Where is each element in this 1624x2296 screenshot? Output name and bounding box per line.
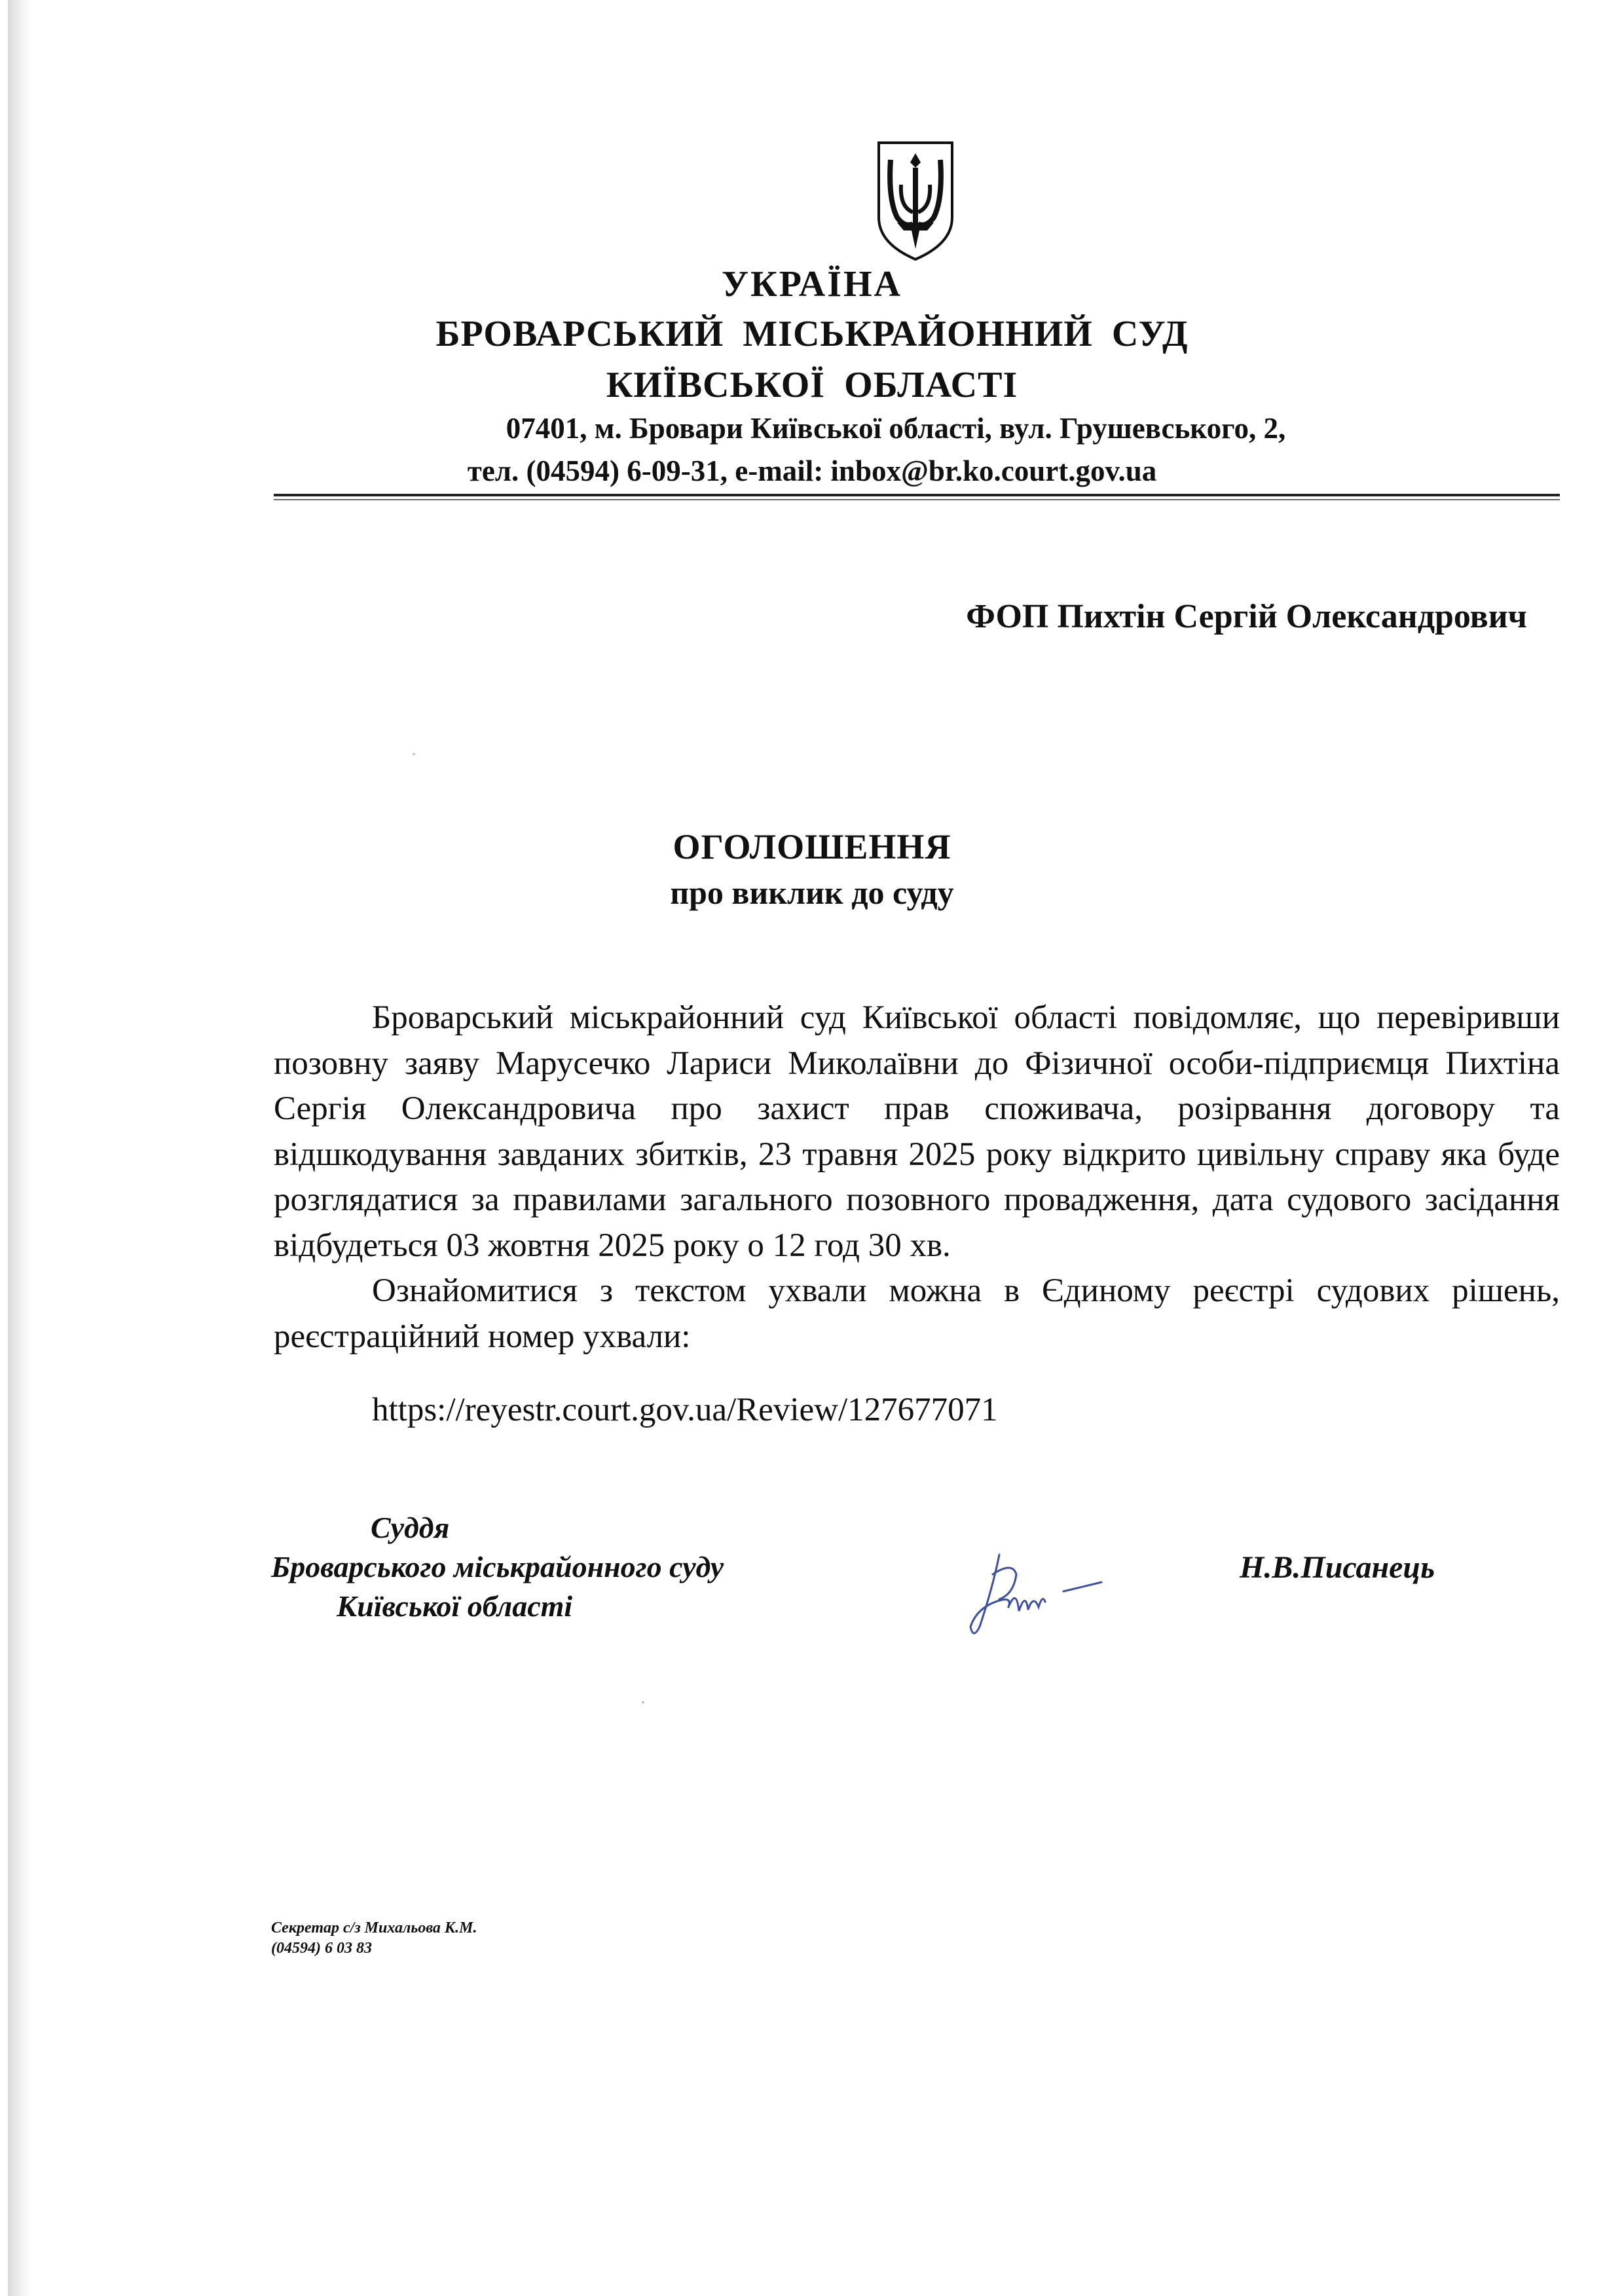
body-paragraph-1: Броварський міськрайонний суд Київської області повідомляє, що перевіривши позовну заяву Марусечко Лариси Миколаївни до Фізичної особи-підприємця Пихтіна Сергія Олександровича про захист прав споживача, розірвання договору та відшкодування завданих збитків, 23 травня 2025 року відкрито цивільну справу яка буде розглядатися за правилами загального позовного провадження, дата судового засідання відбудеться 03 жовтня 2025 року о 12 год 30 хв. xyxy=(274,999,1560,1264)
recipient: ФОП Пихтін Сергій Олександрович xyxy=(966,598,1527,635)
header-divider-thick xyxy=(274,494,1560,496)
header-contact: тел. (04594) 6-09-31, e-mail: inbox@br.ko.court.gov.ua xyxy=(467,454,1157,487)
header-divider-thin xyxy=(274,499,1560,500)
document-title: ОГОЛОШЕННЯ xyxy=(673,827,951,866)
signer-title: Суддя xyxy=(371,1511,450,1544)
header-region: КИЇВСЬКОЇ ОБЛАСТІ xyxy=(606,365,1018,405)
header-court-name: БРОВАРСЬКИЙ МІСЬКРАЙОННИЙ СУД xyxy=(435,314,1189,354)
signer-region: Київської області xyxy=(337,1589,573,1623)
document-subtitle: про виклик до суду xyxy=(670,874,954,911)
registry-url: https://reyestr.court.gov.ua/Review/127677071 xyxy=(372,1392,998,1428)
scan-speck xyxy=(413,753,415,755)
ukraine-trident-icon xyxy=(875,139,956,262)
scan-speck xyxy=(642,1701,644,1703)
footer-secretary: Секретар с/з Михальова К.М. xyxy=(271,1919,477,1936)
signer-name: Н.В.Писанець xyxy=(1240,1550,1435,1585)
body-paragraph-2: Ознайомитися з текстом ухвали можна в Єдиному реєстрі судових рішень, реєстраційний номер ухвали: xyxy=(274,1272,1560,1355)
announcement-body xyxy=(274,995,1560,1360)
footer-phone: (04594) 6 03 83 xyxy=(271,1940,372,1957)
header-address: 07401, м. Бровари Київської області, вул. Грушевського, 2, xyxy=(506,412,1286,445)
signer-court: Броварського міськрайонного суду xyxy=(271,1550,724,1583)
header-country: УКРАЇНА xyxy=(722,264,902,305)
handwritten-signature xyxy=(953,1528,1111,1646)
